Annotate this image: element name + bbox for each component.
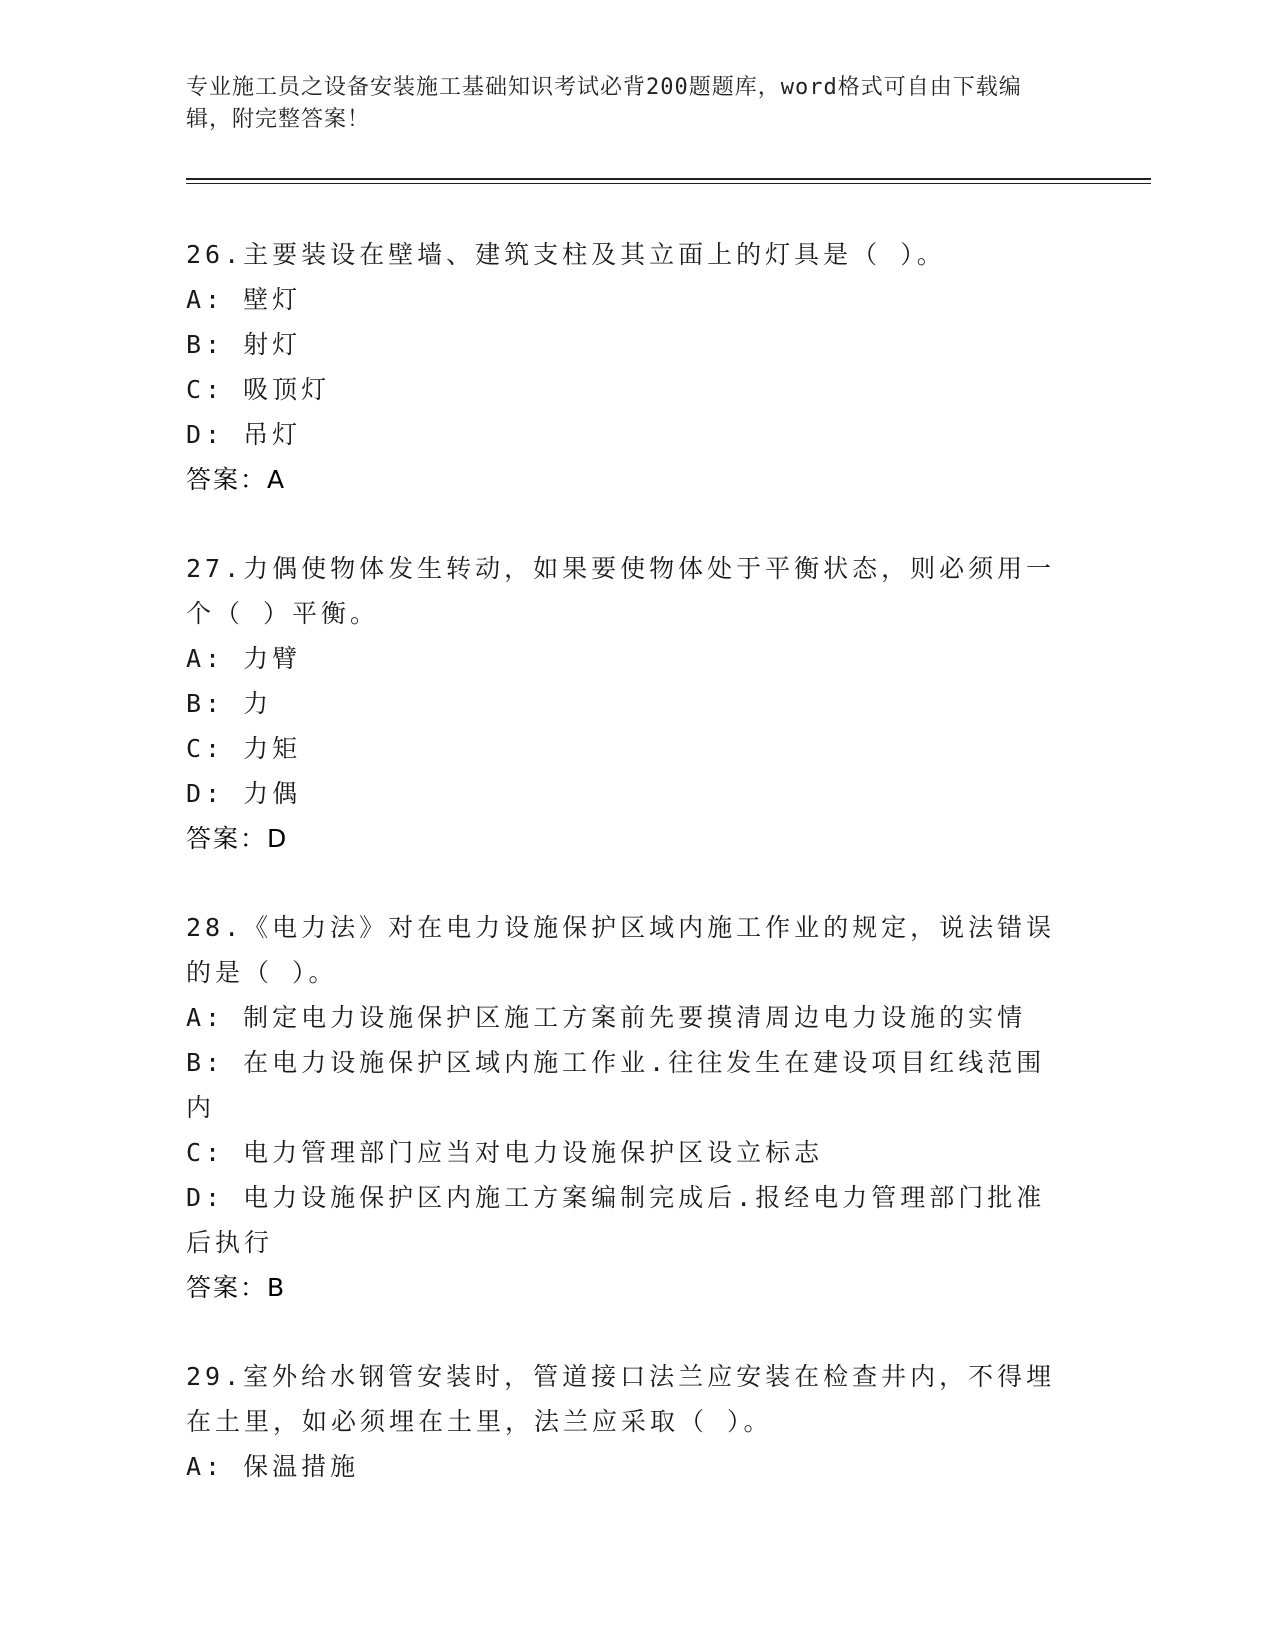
question-stem: 26.主要装设在壁墙、建筑支柱及其立面上的灯具是（ ）。 [186, 240, 946, 269]
option-b: B: 射灯 [186, 330, 302, 359]
option-c: C: 电力管理部门应当对电力设施保护区设立标志 [186, 1138, 824, 1167]
question-stem: 28.《电力法》对在电力设施保护区域内施工作业的规定，说法错误的是（ ）。 [186, 913, 1056, 987]
question-27 [186, 546, 1066, 861]
option-d: D: 吊灯 [186, 420, 302, 449]
question-list [186, 232, 1066, 1533]
question-29 [186, 1354, 1066, 1489]
question-stem: 27.力偶使物体发生转动，如果要使物体处于平衡状态，则必须用一个（ ）平衡。 [186, 554, 1056, 628]
option-a: A: 壁灯 [186, 285, 302, 314]
option-b: B: 在电力设施保护区域内施工作业.往往发生在建设项目红线范围内 [186, 1048, 1046, 1122]
answer-line: 答案：D [186, 824, 289, 853]
option-a: A: 力臂 [186, 644, 302, 673]
option-d: D: 力偶 [186, 779, 302, 808]
question-stem: 29.室外给水钢管安装时，管道接口法兰应安装在检查井内，不得埋在土里，如必须埋在土里，法兰应采取（ ）。 [186, 1362, 1056, 1436]
document-page [186, 0, 1151, 1650]
question-26 [186, 232, 1066, 502]
option-b: B: 力 [186, 689, 273, 718]
document-header: 专业施工员之设备安装施工基础知识考试必背200题题库，word格式可自由下载编辑，附完整答案！ [186, 75, 1022, 132]
option-a: A: 制定电力设施保护区施工方案前先要摸清周边电力设施的实情 [186, 1003, 1027, 1032]
question-28 [186, 905, 1066, 1310]
option-c: C: 吸顶灯 [186, 375, 331, 404]
option-c: C: 力矩 [186, 734, 302, 763]
answer-line: 答案：A [186, 465, 287, 494]
answer-line: 答案：B [186, 1273, 287, 1302]
option-d: D: 电力设施保护区内施工方案编制完成后.报经电力管理部门批准后执行 [186, 1183, 1046, 1257]
header-divider-thick [186, 178, 1151, 180]
header-divider-thin [186, 183, 1151, 184]
option-a: A: 保温措施 [186, 1452, 360, 1481]
